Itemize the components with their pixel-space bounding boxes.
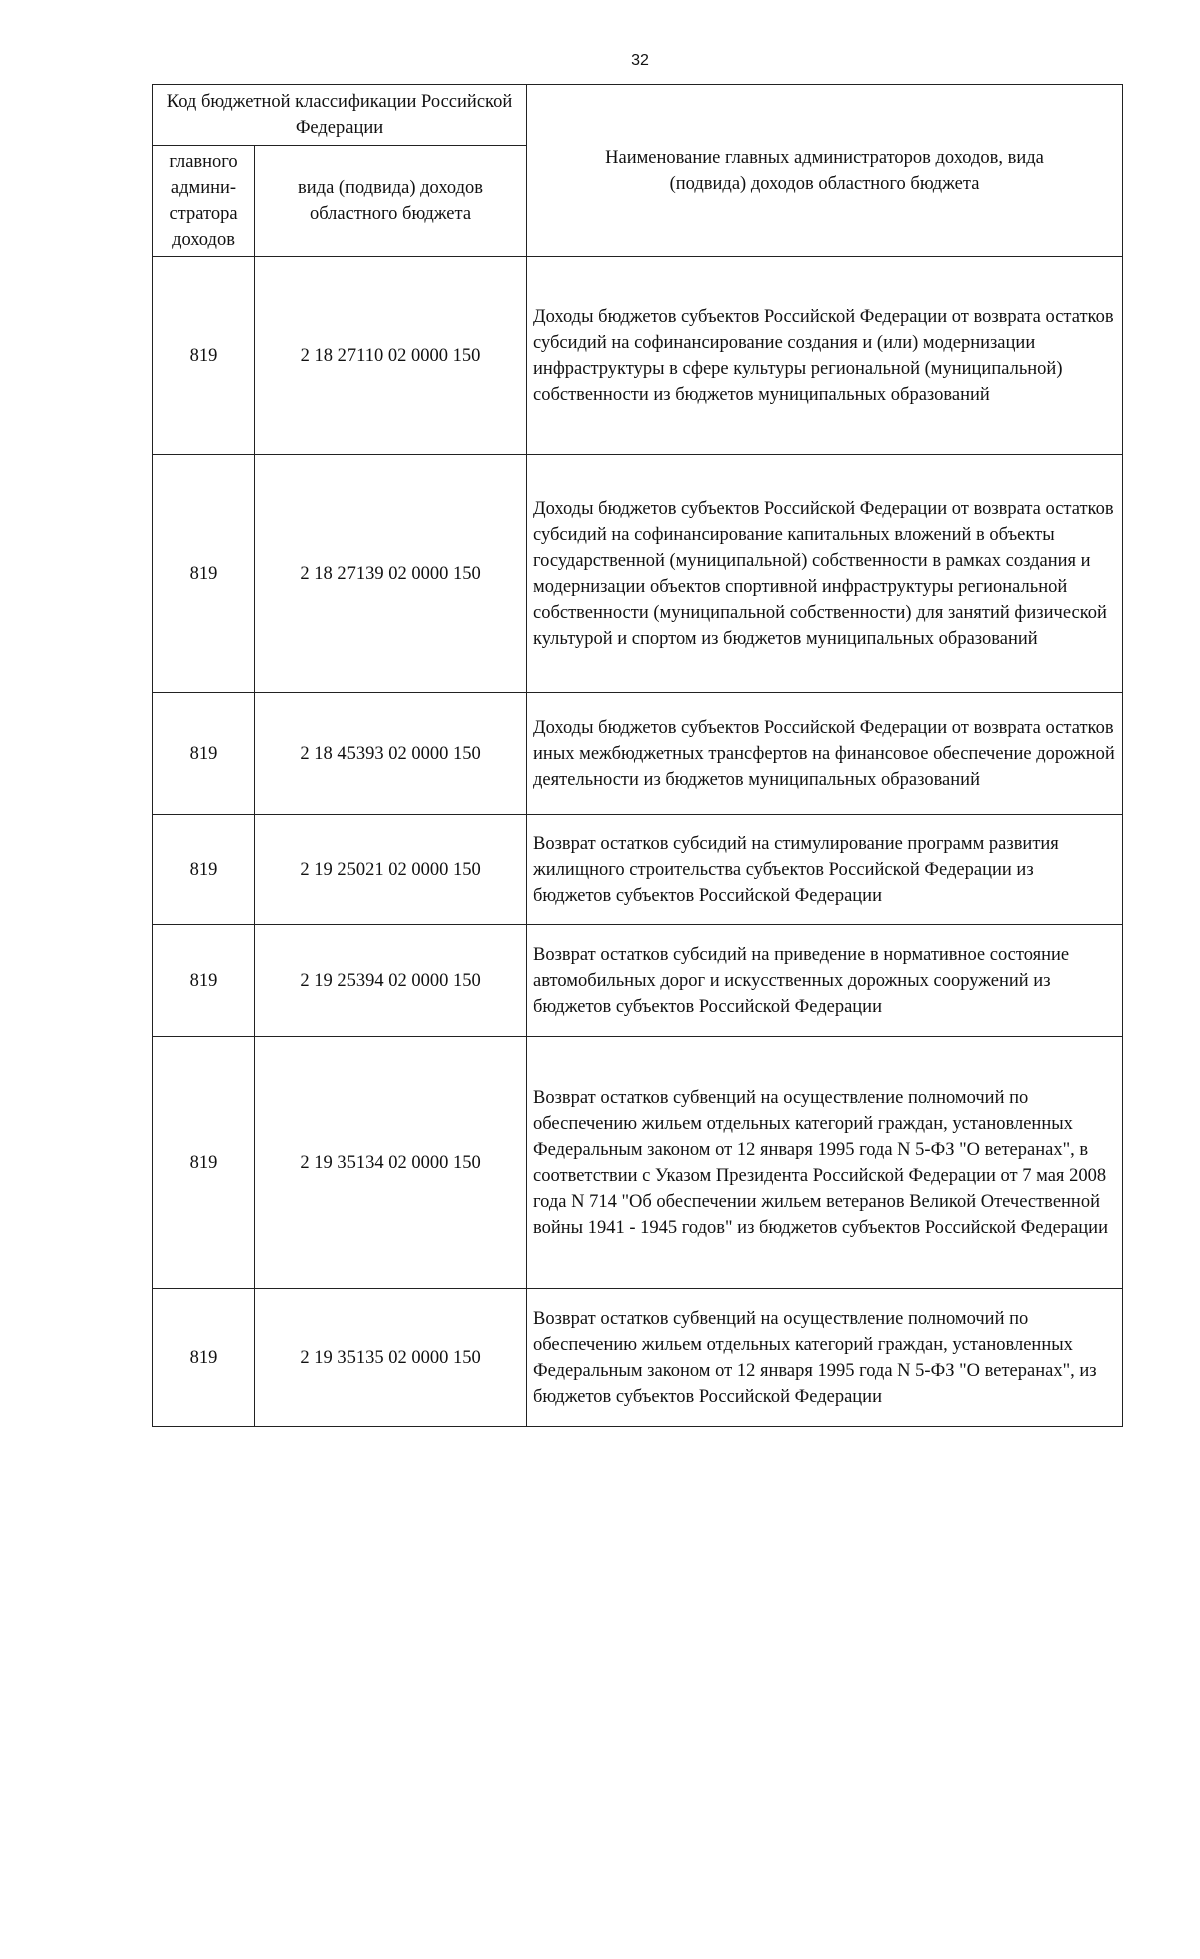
revenue-name-cell: Возврат остатков субвенций на осуществление полномочий по обеспечению жильем отдельных категорий граждан, установленных Федеральным законом от 12 января 1995 года N 5-ФЗ "О ветеранах", из бюджетов субъектов Российской Федерации	[527, 1289, 1123, 1427]
table-row	[153, 815, 1123, 925]
admin-code-cell: 819	[153, 1037, 255, 1289]
table-row	[153, 693, 1123, 815]
revenue-name-cell: Доходы бюджетов субъектов Российской Федерации от возврата остатков субсидий на софинансирование капитальных вложений в объекты государственной (муниципальной) собственности в рамках создания и модернизации объектов спортивной инфраструктуры региональной собственности (муниципальной собственности) для занятий физической культурой и спортом из бюджетов муниципальных образований	[527, 455, 1123, 693]
admin-code-cell: 819	[153, 815, 255, 925]
page-number: 32	[631, 52, 649, 69]
revenue-code-cell: 2 18 27110 02 0000 150	[255, 257, 527, 455]
admin-code-cell: 819	[153, 693, 255, 815]
table-row	[153, 925, 1123, 1037]
revenue-code-cell: 2 19 25021 02 0000 150	[255, 815, 527, 925]
admin-code-cell: 819	[153, 257, 255, 455]
revenue-name-cell: Возврат остатков субсидий на приведение в нормативное состояние автомобильных дорог и искусственных дорожных сооружений из бюджетов субъектов Российской Федерации	[527, 925, 1123, 1037]
admin-code-cell: 819	[153, 925, 255, 1037]
admin-code-cell: 819	[153, 455, 255, 693]
revenue-code-cell: 2 19 35135 02 0000 150	[255, 1289, 527, 1427]
revenue-code-cell: 2 18 45393 02 0000 150	[255, 693, 527, 815]
revenue-code-cell: 2 19 25394 02 0000 150	[255, 925, 527, 1037]
revenue-name-cell: Возврат остатков субсидий на стимулирование программ развития жилищного строительства субъектов Российской Федерации из бюджетов субъектов Российской Федерации	[527, 815, 1123, 925]
admin-code-cell: 819	[153, 1289, 255, 1427]
code-column-header: вида (подвида) доходов областного бюджета	[255, 146, 527, 257]
revenue-name-cell: Возврат остатков субвенций на осуществление полномочий по обеспечению жильем отдельных категорий граждан, установленных Федеральным законом от 12 января 1995 года N 5-ФЗ "О ветеранах", в соответствии с Указом Президента Российской Федерации от 7 мая 2008 года N 714 "Об обеспечении жильем ветеранов Великой Отечественной войны 1941 - 1945 годов" из бюджетов субъектов Российской Федерации	[527, 1037, 1123, 1289]
revenue-table	[152, 84, 1123, 1427]
table-row	[153, 257, 1123, 455]
table-row	[153, 455, 1123, 693]
name-column-header: Наименование главных администраторов доходов, вида (подвида) доходов областного бюджета	[527, 85, 1123, 257]
revenue-name-cell: Доходы бюджетов субъектов Российской Федерации от возврата остатков иных межбюджетных трансфертов на финансовое обеспечение дорожной деятельности из бюджетов муниципальных образований	[527, 693, 1123, 815]
table-row	[153, 1037, 1123, 1289]
classification-code-header: Код бюджетной классификации Российской Федерации	[153, 85, 527, 146]
revenue-code-cell: 2 18 27139 02 0000 150	[255, 455, 527, 693]
admin-column-header: главного админи-стратора доходов	[153, 146, 255, 257]
revenue-code-cell: 2 19 35134 02 0000 150	[255, 1037, 527, 1289]
table-row	[153, 1289, 1123, 1427]
revenue-name-cell: Доходы бюджетов субъектов Российской Федерации от возврата остатков субсидий на софинансирование создания и (или) модернизации инфраструктуры в сфере культуры региональной (муниципальной) собственности из бюджетов муниципальных образований	[527, 257, 1123, 455]
